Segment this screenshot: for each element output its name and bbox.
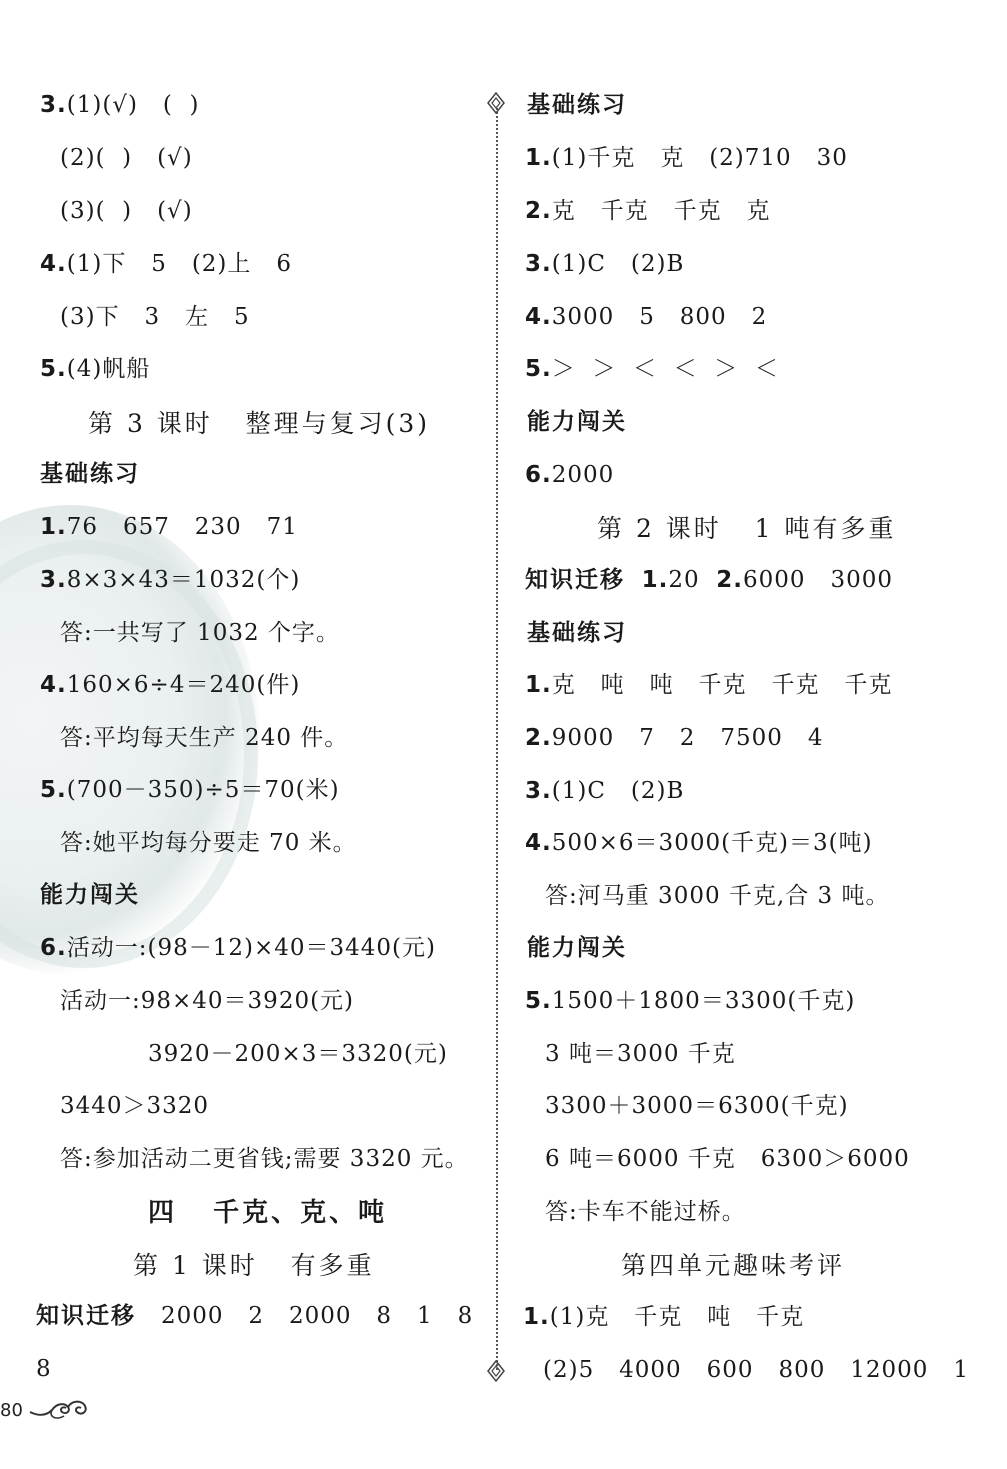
answer-line: 3.8×3×43＝1032(个): [40, 567, 301, 593]
answer-line: (3)( ) (√): [60, 198, 193, 224]
answer-line: 6.活动一:(98－12)×40＝3440(元): [40, 935, 436, 961]
section-heading-basic: 基础练习: [40, 461, 140, 487]
unit-title: 四 千克、克、吨: [148, 1198, 388, 1228]
answer-line: 5.(700－350)÷5＝70(米): [40, 777, 340, 803]
answer-line: 4.160×6÷4＝240(件): [40, 672, 301, 698]
knowledge-transfer-line: 知识迁移 1.20 2.6000 3000: [525, 567, 894, 593]
answer-line: 答:参加活动二更省钱;需要 3320 元。: [60, 1146, 469, 1172]
answer-line: 2.9000 7 2 7500 4: [525, 725, 824, 751]
answer-line: 3300＋3000＝6300(千克): [545, 1093, 849, 1119]
answer-line: 1.克 吨 吨 千克 千克 千克: [525, 672, 893, 698]
knowledge-transfer-label: 知识迁移: [36, 1303, 136, 1329]
diamond-ornament-icon: [486, 92, 506, 114]
answer-line: 4.(1)下 5 (2)上 6: [40, 251, 292, 277]
answer-line: 1.(1)千克 克 (2)710 30: [525, 145, 848, 171]
answer-line: 活动一:98×40＝3920(元): [60, 988, 355, 1014]
answer-line: 答:河马重 3000 千克,合 3 吨。: [545, 883, 890, 909]
answer-line: 3920－200×3＝3320(元): [148, 1041, 448, 1067]
section-heading-ability: 能力闯关: [40, 882, 140, 908]
answer-line: 6 吨＝6000 千克 6300＞6000: [545, 1146, 910, 1172]
answer-line: (2)5 4000 600 800 12000 1: [543, 1357, 970, 1383]
section-heading-ability: 能力闯关: [527, 409, 627, 435]
lesson-title: 第 3 课时 整理与复习(3): [88, 409, 431, 438]
section-heading-ability: 能力闯关: [527, 935, 627, 961]
answer-line: 5.＞ ＞ ＜ ＜ ＞ ＜: [525, 356, 779, 382]
column-divider: [496, 108, 498, 1370]
answer-line: 答:平均每天生产 240 件。: [60, 725, 349, 751]
answer-line: 1.76 657 230 71: [40, 514, 298, 540]
answer-line: 3.(1)C (2)B: [525, 251, 685, 277]
answer-line: 4.500×6＝3000(千克)＝3(吨): [525, 830, 873, 856]
lesson-title: 第 2 课时 1 吨有多重: [597, 514, 897, 543]
answer-line: 3.(1)(√) ( ): [40, 92, 200, 118]
answer-line: 6.2000: [525, 462, 615, 488]
unit-review-title: 第四单元趣味考评: [621, 1251, 846, 1280]
knowledge-transfer-overflow: 8: [36, 1356, 52, 1382]
answer-line: 答:一共写了 1032 个字。: [60, 620, 340, 646]
answer-line: 5.(4)帆船: [40, 356, 151, 382]
diamond-ornament-icon: [486, 1360, 506, 1382]
answer-line: 5.1500＋1800＝3300(千克): [525, 988, 856, 1014]
section-heading-basic: 基础练习: [527, 620, 627, 646]
page-number: 80: [0, 1400, 23, 1421]
answer-line: 3 吨＝3000 千克: [545, 1041, 736, 1067]
answer-line: 答:卡车不能过桥。: [545, 1199, 746, 1225]
answer-line: 3.(1)C (2)B: [525, 778, 685, 804]
knowledge-transfer-label: 知识迁移: [525, 567, 625, 593]
answer-line: 1.(1)克 千克 吨 千克: [523, 1304, 805, 1330]
knowledge-transfer-line: 知识迁移 2000 2 2000 8 1 8: [36, 1303, 474, 1329]
lesson-title: 第 1 课时 有多重: [133, 1251, 375, 1280]
answer-line: (2)( ) (√): [60, 145, 193, 171]
cloud-scroll-icon: [28, 1396, 90, 1422]
answer-line: 4.3000 5 800 2: [525, 304, 768, 330]
answer-line: 3440＞3320: [60, 1093, 210, 1119]
answer-line: 2.克 千克 千克 克: [525, 198, 771, 224]
answer-line: 答:她平均每分要走 70 米。: [60, 830, 357, 856]
answer-line: (3)下 3 左 5: [60, 304, 250, 330]
section-heading-basic: 基础练习: [527, 92, 627, 118]
